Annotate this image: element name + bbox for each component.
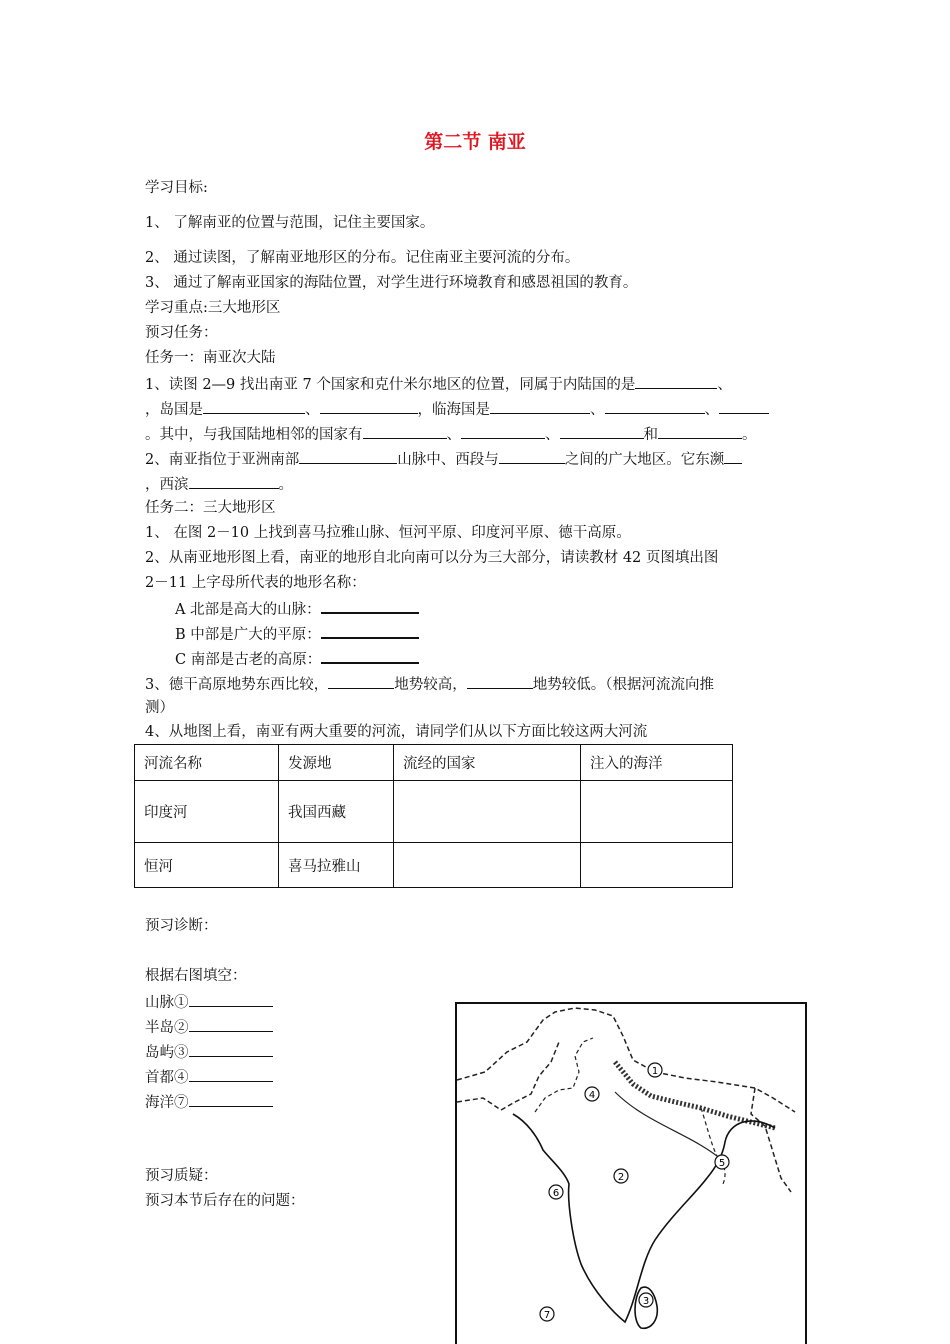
between-blank[interactable] bbox=[499, 448, 565, 464]
task1-q2-line1 bbox=[145, 448, 742, 470]
island-blank-2[interactable] bbox=[320, 398, 418, 414]
diag-label: 山脉① bbox=[145, 995, 189, 1011]
diag-blank[interactable] bbox=[189, 1091, 273, 1107]
marker-label: 1 bbox=[651, 1066, 659, 1077]
task1-q2-text: 2、南亚指位于亚洲南部 bbox=[145, 452, 300, 468]
key-point: 学习重点:三大地形区 bbox=[145, 300, 281, 316]
sep: 、 bbox=[545, 427, 560, 443]
diag-label: 岛屿③ bbox=[145, 1045, 189, 1061]
sep: 、 bbox=[305, 402, 320, 418]
east-blank[interactable] bbox=[724, 448, 742, 464]
task1-q2-mid2: 之间的广大地区。它东濒 bbox=[564, 452, 725, 468]
terrain-c-blank[interactable] bbox=[321, 648, 419, 664]
diag-island bbox=[145, 1041, 273, 1063]
questions-heading: 预习质疑： bbox=[145, 1168, 218, 1184]
terrain-c bbox=[175, 648, 419, 670]
sep: 、 bbox=[446, 427, 461, 443]
diag-blank[interactable] bbox=[189, 1066, 273, 1082]
diag-mountain bbox=[145, 991, 273, 1013]
task2-q3-line2: 测） bbox=[145, 700, 174, 716]
landlocked-blank[interactable] bbox=[635, 373, 717, 389]
table-row bbox=[135, 781, 733, 843]
neighbor-blank-2[interactable] bbox=[461, 423, 545, 439]
terrain-a-label: A 北部是高大的山脉： bbox=[175, 602, 321, 618]
period: 。 bbox=[742, 427, 757, 443]
table-header: 河流名称 bbox=[135, 745, 279, 781]
map-marker-7 bbox=[540, 1307, 554, 1321]
neighbor-blank-4[interactable] bbox=[658, 423, 742, 439]
neighbor-label: 。其中，与我国陆地相邻的国家有 bbox=[145, 427, 363, 443]
task2-q3-mid: 地势较高， bbox=[394, 677, 467, 693]
marker-label: 6 bbox=[552, 1188, 560, 1199]
marker-label: 3 bbox=[642, 1296, 650, 1307]
task2-q3-end: 地势较低。（根据河流流向推 bbox=[532, 677, 714, 693]
task2-q2-line1: 2、从南亚地形图上看，南亚的地形自北向南可以分为三大部分，请读教材 42 页图填出图 bbox=[145, 550, 719, 566]
diag-blank[interactable] bbox=[189, 1016, 273, 1032]
sep: 、 bbox=[704, 402, 719, 418]
diag-ocean bbox=[145, 1091, 273, 1113]
task1-q1-text: 1、读图 2—9 找出南亚 7 个国家和克什米尔地区的位置，同属于内陆国的是 bbox=[145, 377, 636, 393]
terrain-a bbox=[175, 598, 419, 620]
task2-heading: 任务二：三大地形区 bbox=[145, 500, 276, 516]
neighbor-blank-1[interactable] bbox=[363, 423, 447, 439]
diag-label: 半岛② bbox=[145, 1020, 189, 1036]
border-dashed-inner bbox=[535, 1038, 596, 1112]
questions-prompt: 预习本节后存在的问题： bbox=[145, 1193, 305, 1209]
diag-label: 首都④ bbox=[145, 1070, 189, 1086]
table-header: 流经的国家 bbox=[394, 745, 581, 781]
task1-q2-line2 bbox=[145, 473, 293, 495]
map-marker-3 bbox=[639, 1293, 653, 1307]
high-blank[interactable] bbox=[328, 673, 394, 689]
table-cell[interactable] bbox=[394, 781, 581, 843]
task1-q2-mid1: 山脉中、西段与 bbox=[397, 452, 499, 468]
preview-tasks-heading: 预习任务： bbox=[145, 325, 218, 341]
table-cell[interactable] bbox=[394, 843, 581, 888]
marker-label: 5 bbox=[718, 1158, 726, 1169]
west-label: ，西滨 bbox=[145, 477, 189, 493]
objective-2: 2、 通过读图，了解南亚地形区的分布。记住南亚主要河流的分布。 bbox=[145, 250, 580, 266]
diag-capital bbox=[145, 1066, 273, 1088]
island-blank-1[interactable] bbox=[203, 398, 305, 414]
page-title: 第二节 南亚 bbox=[424, 131, 526, 153]
table-header: 发源地 bbox=[279, 745, 394, 781]
island-label: ，岛国是 bbox=[145, 402, 203, 418]
border-dashed-north bbox=[457, 1008, 795, 1112]
objectives-heading: 学习目标: bbox=[145, 180, 208, 196]
coastal-blank-1[interactable] bbox=[490, 398, 590, 414]
map-marker-2 bbox=[614, 1169, 628, 1183]
task2-q4: 4、从地图上看，南亚有两大重要的河流，请同学们从以下方面比较这两大河流 bbox=[145, 724, 648, 740]
diagnosis-intro: 根据右图填空： bbox=[145, 968, 247, 984]
west-blank[interactable] bbox=[189, 473, 279, 489]
river-table bbox=[134, 744, 733, 888]
task1-q1-line3 bbox=[145, 423, 757, 445]
diagnosis-heading: 预习诊断： bbox=[145, 918, 218, 934]
sep: 、 bbox=[717, 377, 732, 393]
terrain-b bbox=[175, 623, 419, 645]
terrain-b-blank[interactable] bbox=[321, 623, 419, 639]
diag-peninsula bbox=[145, 1016, 273, 1038]
objective-3: 3、 通过了解南亚国家的海陆位置，对学生进行环境教育和感恩祖国的教育。 bbox=[145, 275, 638, 291]
table-header-row bbox=[135, 745, 733, 781]
table-cell: 印度河 bbox=[135, 781, 279, 843]
map-marker-5 bbox=[715, 1155, 729, 1169]
terrain-c-label: C 南部是古老的高原： bbox=[175, 652, 322, 668]
terrain-a-blank[interactable] bbox=[321, 598, 419, 614]
task2-q3-text: 3、德干高原地势东西比较， bbox=[145, 677, 329, 693]
table-cell: 喜马拉雅山 bbox=[279, 843, 394, 888]
coastal-blank-2[interactable] bbox=[605, 398, 705, 414]
mountain-blank[interactable] bbox=[299, 448, 397, 464]
task2-q1: 1、 在图 2－10 上找到喜马拉雅山脉、恒河平原、印度河平原、德干高原。 bbox=[145, 525, 631, 541]
bangladesh-border bbox=[701, 1108, 725, 1184]
marker-label: 7 bbox=[543, 1310, 551, 1321]
india-coast bbox=[513, 1114, 775, 1322]
coastal-blank-3[interactable] bbox=[719, 398, 769, 414]
task2-q2-line2: 2－11 上字母所代表的地形名称： bbox=[145, 575, 366, 591]
task1-q1-line1 bbox=[145, 373, 732, 395]
and-text: 和 bbox=[643, 427, 658, 443]
task2-q3-line1 bbox=[145, 673, 714, 695]
neighbor-blank-3[interactable] bbox=[560, 423, 644, 439]
diag-blank[interactable] bbox=[189, 1041, 273, 1057]
table-cell[interactable] bbox=[581, 781, 733, 843]
task1-q1-line2 bbox=[145, 398, 769, 420]
marker-label: 2 bbox=[617, 1172, 625, 1183]
map-marker-1 bbox=[648, 1063, 662, 1077]
himalaya-ridge bbox=[615, 1062, 775, 1128]
task1-heading: 任务一：南亚次大陆 bbox=[145, 350, 276, 366]
table-row bbox=[135, 843, 733, 888]
table-header: 注入的海洋 bbox=[581, 745, 733, 781]
map-marker-4 bbox=[585, 1087, 599, 1101]
period: 。 bbox=[278, 477, 293, 493]
terrain-b-label: B 中部是广大的平原： bbox=[175, 627, 321, 643]
diag-blank[interactable] bbox=[189, 991, 273, 1007]
border-dashed-east bbox=[751, 1088, 791, 1192]
low-blank[interactable] bbox=[467, 673, 533, 689]
diag-label: 海洋⑦ bbox=[145, 1095, 189, 1111]
map-marker-6 bbox=[549, 1185, 563, 1199]
table-cell[interactable] bbox=[581, 843, 733, 888]
south-asia-map bbox=[455, 1002, 807, 1344]
coastal-label: ，临海国是 bbox=[417, 402, 490, 418]
objective-1: 1、 了解南亚的位置与范围，记住主要国家。 bbox=[145, 215, 435, 231]
table-cell: 恒河 bbox=[135, 843, 279, 888]
marker-label: 4 bbox=[588, 1090, 596, 1101]
sep: 、 bbox=[590, 402, 605, 418]
table-cell: 我国西藏 bbox=[279, 781, 394, 843]
